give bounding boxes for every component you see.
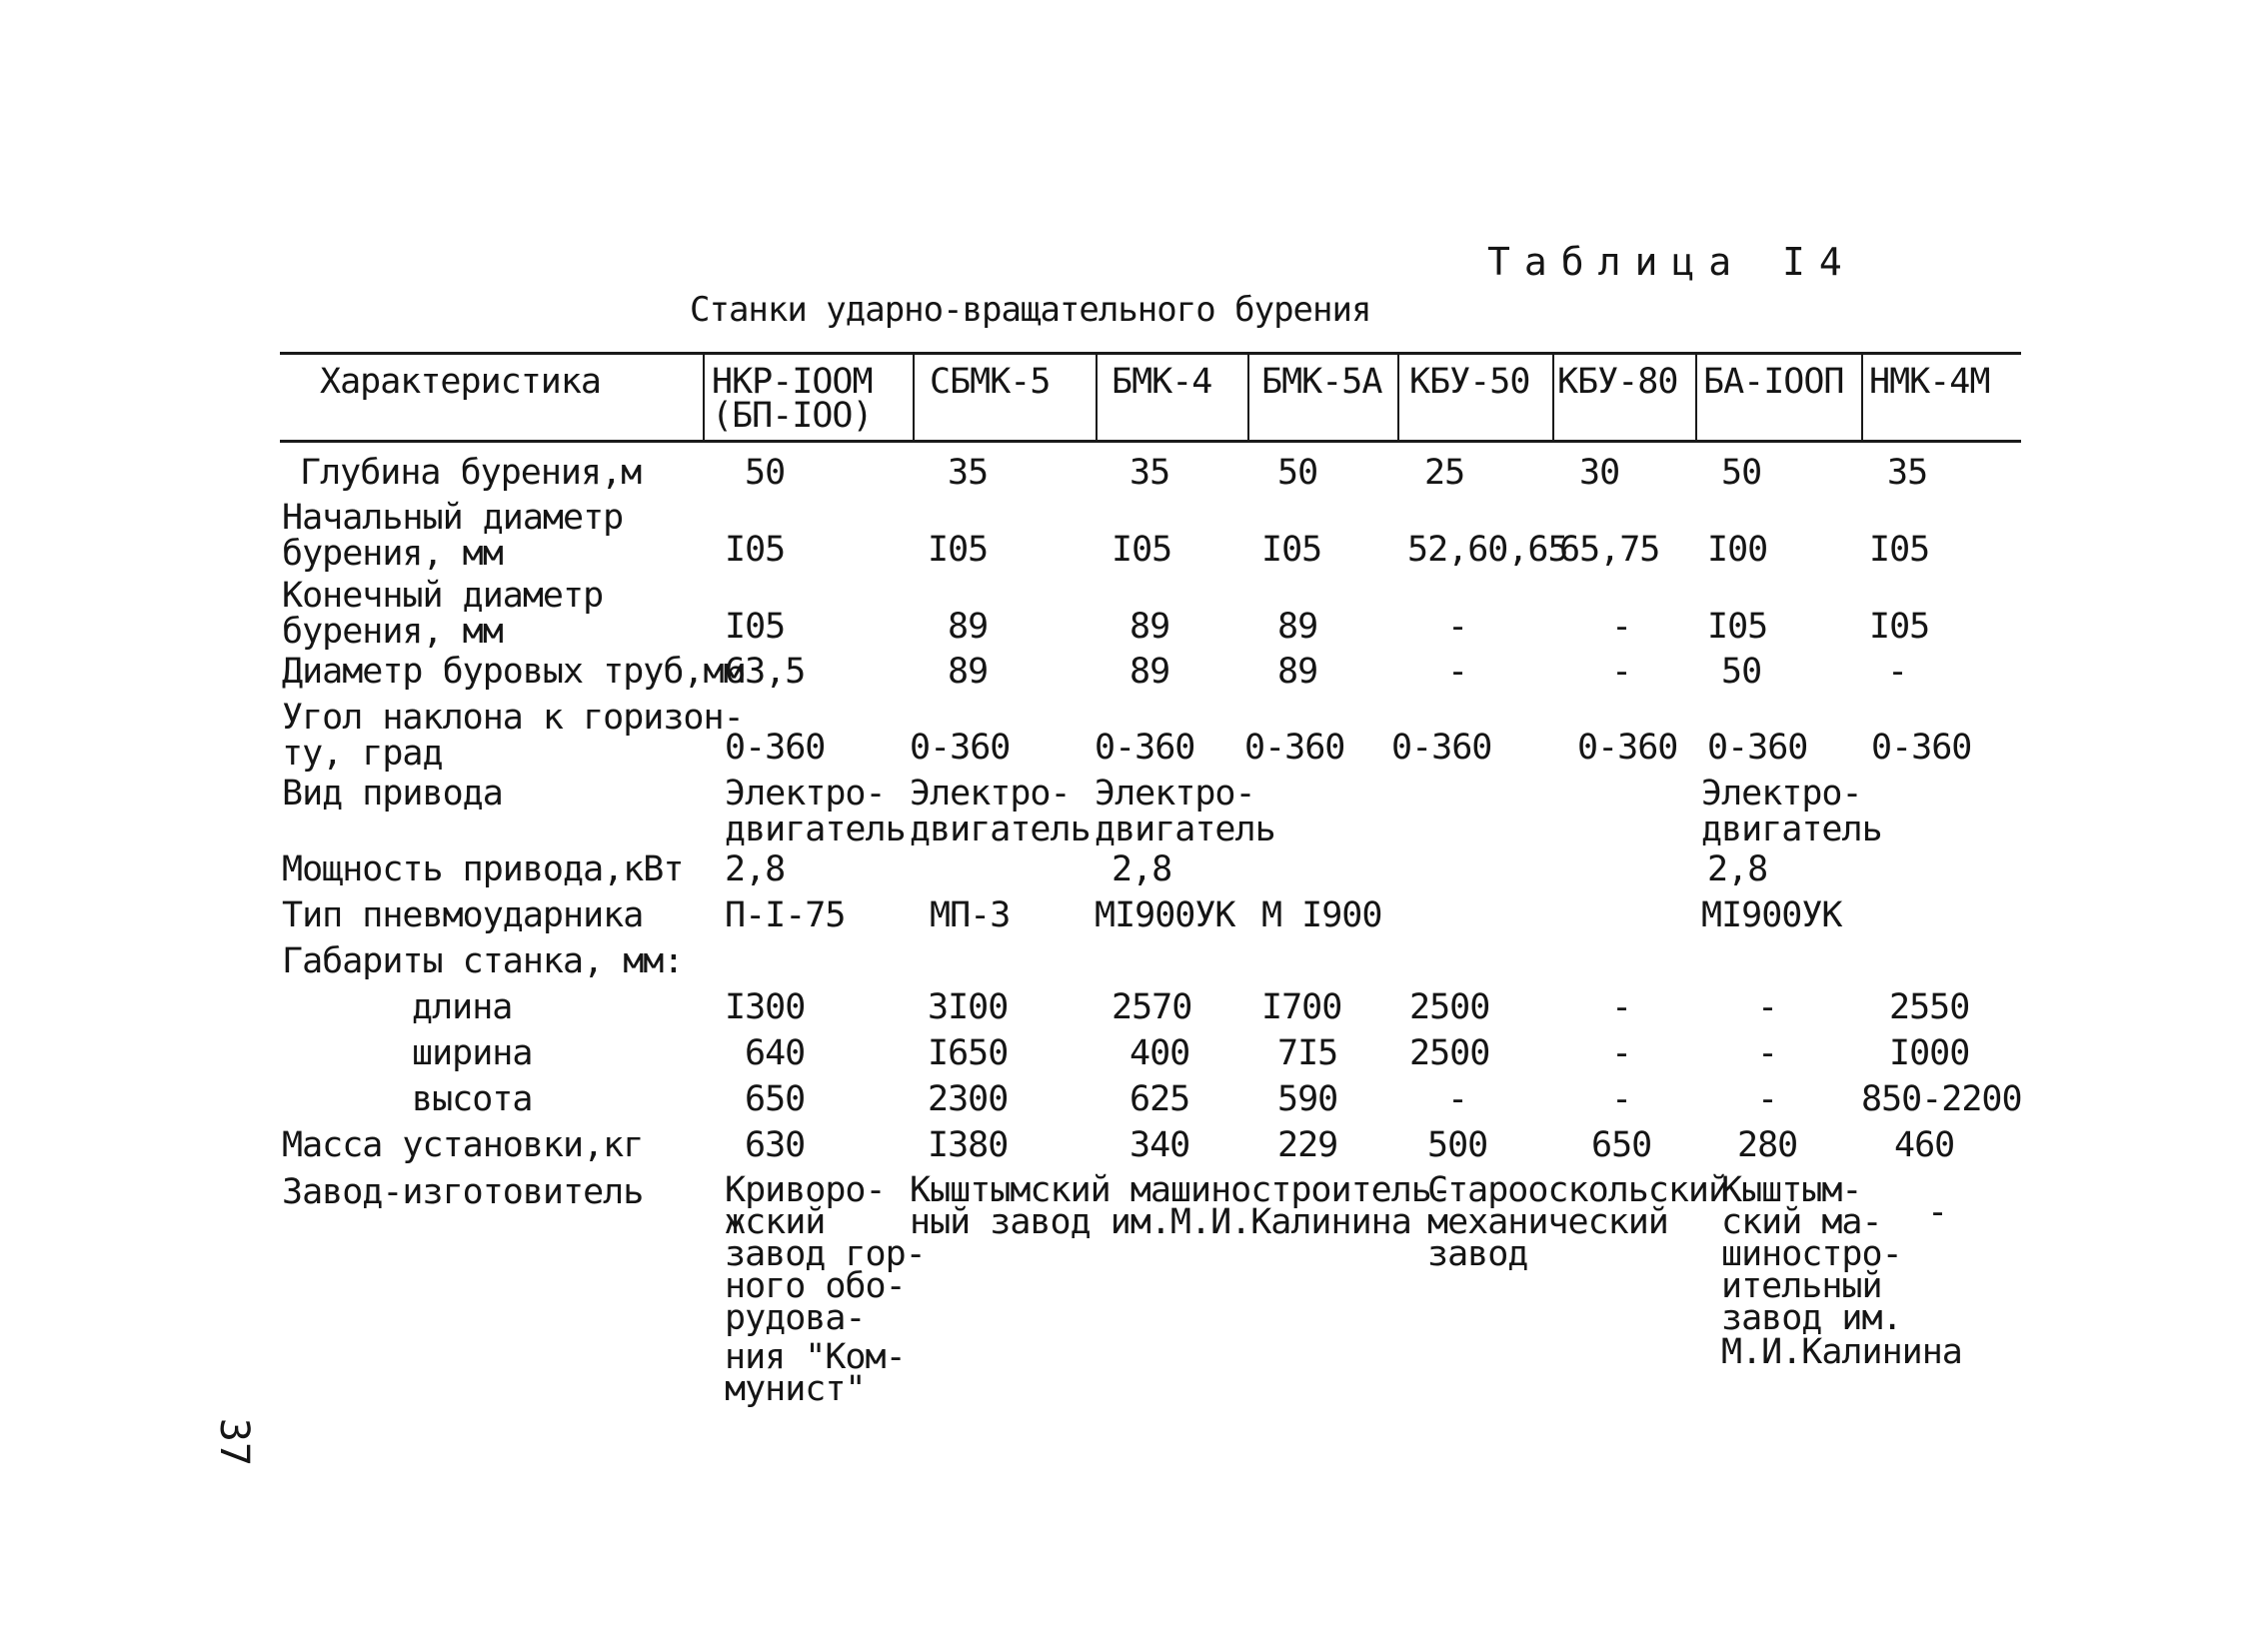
cell: 30: [1579, 453, 1620, 493]
cell: 89: [948, 652, 989, 692]
cell: Электро- двигатель: [910, 774, 1091, 849]
cell: 590: [1277, 1079, 1338, 1119]
cell: I05: [1707, 607, 1768, 647]
cell: -: [1447, 607, 1468, 647]
cell: -: [1611, 987, 1632, 1027]
cell: 400: [1129, 1033, 1190, 1073]
cell: 500: [1427, 1125, 1488, 1165]
cell: 0-360: [910, 728, 1011, 768]
cell: 0-360: [725, 728, 826, 768]
cell: Электро- двигатель: [1095, 774, 1275, 849]
header-model: КБУ-80: [1557, 362, 1678, 402]
cell: 0-360: [1095, 728, 1195, 768]
row-label: Вид привода: [282, 774, 503, 814]
column-divider: [913, 354, 915, 442]
cell: 0-360: [1391, 728, 1492, 768]
cell: 2,8: [725, 849, 786, 889]
cell: 0-360: [1244, 728, 1345, 768]
cell: Электро- двигатель: [725, 774, 906, 849]
cell: 630: [745, 1125, 806, 1165]
cell: -: [1887, 652, 1908, 692]
cell: 2300: [928, 1079, 1009, 1119]
cell: I380: [928, 1125, 1009, 1165]
cell: 89: [1277, 607, 1318, 647]
header-bottom-rule: [280, 440, 2021, 443]
cell: П-I-75: [725, 895, 846, 935]
header-model: БМК-5А: [1261, 362, 1382, 402]
column-divider: [1861, 354, 1863, 442]
cell: -: [1757, 987, 1778, 1027]
cell: -: [1757, 1079, 1778, 1119]
cell: 89: [1129, 607, 1170, 647]
cell: 2570: [1112, 987, 1192, 1027]
row-label: Угол наклона к горизон- ту, град: [282, 698, 744, 774]
cell: 340: [1129, 1125, 1190, 1165]
cell: I00: [1707, 530, 1768, 570]
manufacturer-cell: Кыштымский машиностроитель- ный завод им.М.И.Калинина: [910, 1170, 1451, 1242]
cell: -: [1611, 652, 1632, 692]
header-characteristic: Характеристика: [320, 362, 602, 402]
cell: -: [1447, 1079, 1468, 1119]
cell: I05: [725, 530, 786, 570]
header-model: НМК-4М: [1869, 362, 1990, 402]
cell: 2,8: [1707, 849, 1768, 889]
cell: 7I5: [1277, 1033, 1338, 1073]
cell: МI900УК: [1701, 895, 1842, 935]
cell: М I900: [1261, 895, 1382, 935]
cell: 229: [1277, 1125, 1338, 1165]
cell: 640: [745, 1033, 806, 1073]
cell: 35: [1129, 453, 1170, 493]
header-model: СБМК-5: [930, 362, 1051, 402]
row-label: Тип пневмоударника: [282, 895, 644, 935]
cell: 52,60,65: [1407, 530, 1568, 570]
cell: I05: [1869, 607, 1930, 647]
header-model: НКР-IOOM (БП-IOO): [712, 362, 873, 436]
cell: 650: [745, 1079, 806, 1119]
page-number: 37: [211, 1417, 258, 1467]
cell: I05: [1112, 530, 1172, 570]
manufacturer-cell: Старооскольский механический завод: [1427, 1170, 1729, 1274]
manufacturer-cell: Кыштым- ский ма- шиностро- ительный завод им.: [1721, 1170, 1902, 1338]
cell: Электро- двигатель: [1701, 774, 1882, 849]
cell: 50: [1721, 652, 1762, 692]
cell: 2500: [1409, 987, 1490, 1027]
cell: I300: [725, 987, 806, 1027]
cell: 850-2200: [1861, 1079, 2022, 1119]
cell: 50: [1721, 453, 1762, 493]
cell: -: [1611, 1033, 1632, 1073]
cell: 89: [948, 607, 989, 647]
cell: 2550: [1889, 987, 1970, 1027]
column-divider: [703, 354, 705, 442]
cell: 0-360: [1707, 728, 1808, 768]
row-label: Масса установки,кг: [282, 1125, 644, 1165]
cell: I000: [1889, 1033, 1970, 1073]
cell: I05: [1261, 530, 1322, 570]
cell: -: [1757, 1033, 1778, 1073]
cell: I05: [928, 530, 989, 570]
row-label: Конечный диаметр бурения, мм: [282, 576, 604, 652]
manufacturer-cell: Криворо- жский завод гор- ного обо- рудова-: [725, 1170, 926, 1338]
manufacturer-cell: ния "Ком- мунист": [725, 1337, 906, 1409]
cell: 625: [1129, 1079, 1190, 1119]
cell: 89: [1277, 652, 1318, 692]
cell: 25: [1424, 453, 1465, 493]
cell: 35: [1887, 453, 1928, 493]
row-label: Диаметр буровых труб,мм: [282, 652, 744, 692]
cell: I700: [1261, 987, 1342, 1027]
header-model: КБУ-50: [1409, 362, 1530, 402]
manufacturer-cell: -: [1927, 1192, 1948, 1232]
cell: 65,75: [1559, 530, 1660, 570]
column-divider: [1247, 354, 1249, 442]
cell: -: [1611, 1079, 1632, 1119]
row-label: длина: [412, 987, 513, 1027]
cell: -: [1611, 607, 1632, 647]
table-title: Станки ударно-вращательного бурения: [690, 290, 1371, 330]
row-label: Мощность привода,кВт: [282, 849, 684, 889]
row-label: Глубина бурения,м: [300, 453, 642, 493]
cell: 460: [1894, 1125, 1955, 1165]
cell: 0-360: [1577, 728, 1678, 768]
column-divider: [1096, 354, 1098, 442]
row-label: Габариты станка, мм:: [282, 941, 684, 981]
cell: 650: [1591, 1125, 1652, 1165]
cell: -: [1447, 652, 1468, 692]
cell: 63,5: [725, 652, 806, 692]
column-divider: [1552, 354, 1554, 442]
cell: I650: [928, 1033, 1009, 1073]
cell: МI900УК: [1095, 895, 1235, 935]
manufacturer-cell: М.И.Калинина: [1721, 1332, 1962, 1372]
table-top-rule: [280, 352, 2021, 355]
column-divider: [1695, 354, 1697, 442]
row-label: ширина: [412, 1033, 533, 1073]
cell: I05: [1869, 530, 1930, 570]
cell: 2500: [1409, 1033, 1490, 1073]
cell: 50: [745, 453, 786, 493]
cell: I05: [725, 607, 786, 647]
row-label: Начальный диаметр бурения, мм: [282, 498, 624, 574]
cell: 0-360: [1871, 728, 1972, 768]
cell: 2,8: [1112, 849, 1172, 889]
cell: 3I00: [928, 987, 1009, 1027]
cell: 280: [1737, 1125, 1798, 1165]
table-label: Таблица I4: [1487, 240, 1856, 284]
column-divider: [1397, 354, 1399, 442]
cell: 50: [1277, 453, 1318, 493]
cell: МП-3: [930, 895, 1011, 935]
cell: 89: [1129, 652, 1170, 692]
header-model: БМК-4: [1112, 362, 1212, 402]
row-label: высота: [412, 1079, 533, 1119]
header-model: БА-IOOП: [1703, 362, 1844, 402]
row-label: Завод-изготовитель: [282, 1172, 644, 1212]
cell: 35: [948, 453, 989, 493]
